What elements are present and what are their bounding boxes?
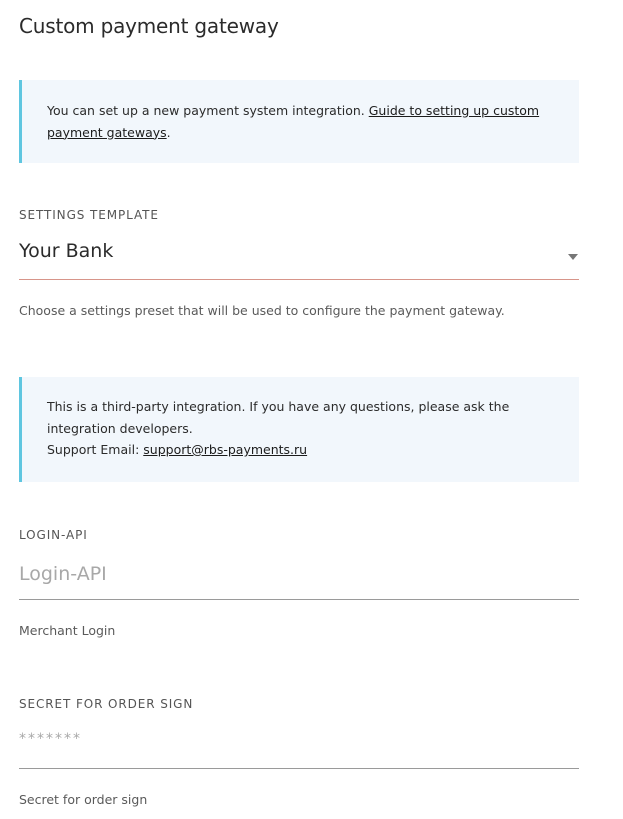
support-email-link[interactable]: support@rbs-payments.ru	[143, 442, 308, 457]
caret-down-icon[interactable]	[568, 254, 578, 260]
login-api-helper: Merchant Login	[19, 623, 116, 638]
login-api-input[interactable]	[19, 560, 579, 588]
setup-info-callout	[19, 80, 579, 163]
settings-template-underline	[19, 279, 579, 280]
secret-helper: Secret for order sign	[19, 792, 148, 807]
login-api-label: LOGIN-API	[19, 528, 88, 542]
integration-info-callout	[19, 377, 579, 482]
support-email-line	[47, 439, 555, 461]
login-api-underline	[19, 599, 579, 600]
secret-label: SECRET FOR ORDER SIGN	[19, 697, 194, 711]
page-title: Custom payment gateway	[19, 14, 279, 38]
secret-underline	[19, 768, 579, 769]
support-email-prefix: Support Email:	[47, 442, 144, 457]
setup-info-period: .	[166, 124, 171, 140]
secret-input[interactable]	[19, 728, 579, 750]
settings-template-helper: Choose a settings preset that will be used to configure the payment gateway.	[19, 303, 505, 318]
integration-info-text: This is a third-party integration. If you have any questions, please ask the integration developers.	[47, 399, 510, 436]
settings-template-label: SETTINGS TEMPLATE	[19, 208, 159, 222]
setup-guide-link[interactable]: Guide to setting up custom payment gateways	[47, 103, 540, 140]
settings-template-select[interactable]: Your Bank	[19, 240, 114, 262]
setup-info-text: You can set up a new payment system integration.	[47, 103, 369, 118]
